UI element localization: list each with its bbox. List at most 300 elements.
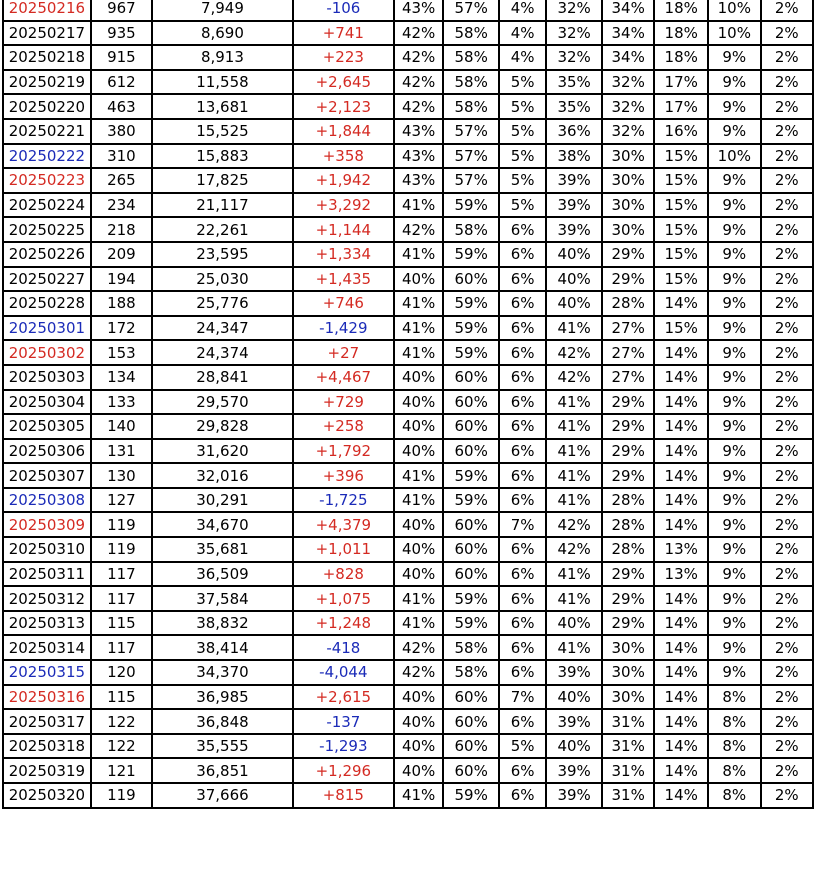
pct-col-7-cell: 9% [708, 340, 761, 365]
change-cell: +1,011 [293, 537, 394, 562]
pct-col-8-cell: 2% [761, 242, 813, 267]
date-cell: 20250309 [3, 512, 91, 537]
pct-col-8-cell: 2% [761, 488, 813, 513]
pct-col-1-cell: 42% [394, 70, 444, 95]
pct-col-2-cell: 60% [443, 267, 499, 292]
count-cell: 153 [91, 340, 152, 365]
date-cell: 20250304 [3, 390, 91, 415]
pct-col-6-cell: 15% [654, 144, 708, 169]
pct-col-5-cell: 29% [602, 463, 655, 488]
pct-col-4-cell: 41% [546, 316, 602, 341]
table-row [3, 144, 813, 169]
pct-col-8-cell: 2% [761, 21, 813, 46]
pct-col-8-cell: 2% [761, 291, 813, 316]
pct-col-4-cell: 40% [546, 267, 602, 292]
pct-col-5-cell: 29% [602, 267, 655, 292]
pct-col-3-cell: 6% [499, 562, 546, 587]
pct-col-5-cell: 28% [602, 512, 655, 537]
count-cell: 380 [91, 119, 152, 144]
pct-col-4-cell: 40% [546, 611, 602, 636]
date-cell: 20250302 [3, 340, 91, 365]
change-cell: +3,292 [293, 193, 394, 218]
change-cell: +1,075 [293, 586, 394, 611]
pct-col-3-cell: 4% [499, 45, 546, 70]
pct-col-5-cell: 32% [602, 70, 655, 95]
pct-col-2-cell: 59% [443, 586, 499, 611]
pct-col-2-cell: 57% [443, 168, 499, 193]
pct-col-5-cell: 34% [602, 21, 655, 46]
count-cell: 131 [91, 439, 152, 464]
date-cell: 20250225 [3, 217, 91, 242]
pct-col-1-cell: 41% [394, 242, 444, 267]
count-cell: 121 [91, 758, 152, 783]
pct-col-8-cell: 2% [761, 734, 813, 759]
pct-col-3-cell: 4% [499, 0, 546, 21]
pct-col-8-cell: 2% [761, 144, 813, 169]
pct-col-3-cell: 5% [499, 168, 546, 193]
table-row [3, 562, 813, 587]
pct-col-8-cell: 2% [761, 709, 813, 734]
date-cell: 20250307 [3, 463, 91, 488]
pct-col-4-cell: 41% [546, 562, 602, 587]
pct-col-2-cell: 60% [443, 390, 499, 415]
table-row [3, 94, 813, 119]
pct-col-6-cell: 14% [654, 488, 708, 513]
change-cell: +828 [293, 562, 394, 587]
count-cell: 188 [91, 291, 152, 316]
count-cell: 967 [91, 0, 152, 21]
total-cell: 22,261 [152, 217, 293, 242]
pct-col-5-cell: 34% [602, 0, 655, 21]
pct-col-6-cell: 16% [654, 119, 708, 144]
pct-col-5-cell: 29% [602, 242, 655, 267]
table-row [3, 709, 813, 734]
pct-col-1-cell: 40% [394, 267, 444, 292]
pct-col-4-cell: 41% [546, 439, 602, 464]
total-cell: 36,851 [152, 758, 293, 783]
table-row [3, 193, 813, 218]
change-cell: +1,248 [293, 611, 394, 636]
pct-col-3-cell: 5% [499, 144, 546, 169]
pct-col-2-cell: 60% [443, 709, 499, 734]
pct-col-7-cell: 10% [708, 21, 761, 46]
pct-col-8-cell: 2% [761, 94, 813, 119]
total-cell: 28,841 [152, 365, 293, 390]
pct-col-8-cell: 2% [761, 611, 813, 636]
date-cell: 20250223 [3, 168, 91, 193]
pct-col-4-cell: 40% [546, 291, 602, 316]
pct-col-7-cell: 9% [708, 562, 761, 587]
pct-col-2-cell: 58% [443, 217, 499, 242]
pct-col-6-cell: 18% [654, 21, 708, 46]
pct-col-2-cell: 60% [443, 439, 499, 464]
pct-col-1-cell: 42% [394, 94, 444, 119]
pct-col-5-cell: 29% [602, 586, 655, 611]
pct-col-6-cell: 14% [654, 635, 708, 660]
table-row [3, 488, 813, 513]
total-cell: 34,670 [152, 512, 293, 537]
change-cell: +4,379 [293, 512, 394, 537]
pct-col-7-cell: 9% [708, 242, 761, 267]
pct-col-5-cell: 31% [602, 709, 655, 734]
count-cell: 140 [91, 414, 152, 439]
table-row [3, 660, 813, 685]
table-row [3, 217, 813, 242]
pct-col-2-cell: 60% [443, 414, 499, 439]
pct-col-5-cell: 29% [602, 439, 655, 464]
pct-col-1-cell: 40% [394, 562, 444, 587]
pct-col-6-cell: 13% [654, 537, 708, 562]
pct-col-3-cell: 6% [499, 414, 546, 439]
date-cell: 20250318 [3, 734, 91, 759]
date-cell: 20250305 [3, 414, 91, 439]
total-cell: 25,776 [152, 291, 293, 316]
date-cell: 20250227 [3, 267, 91, 292]
table-row [3, 340, 813, 365]
date-cell: 20250314 [3, 635, 91, 660]
date-cell: 20250228 [3, 291, 91, 316]
pct-col-7-cell: 10% [708, 144, 761, 169]
date-cell: 20250222 [3, 144, 91, 169]
change-cell: -106 [293, 0, 394, 21]
date-cell: 20250312 [3, 586, 91, 611]
count-cell: 120 [91, 660, 152, 685]
pct-col-3-cell: 6% [499, 242, 546, 267]
pct-col-3-cell: 6% [499, 611, 546, 636]
pct-col-3-cell: 5% [499, 193, 546, 218]
date-cell: 20250311 [3, 562, 91, 587]
pct-col-2-cell: 57% [443, 0, 499, 21]
pct-col-6-cell: 14% [654, 758, 708, 783]
pct-col-1-cell: 42% [394, 217, 444, 242]
pct-col-2-cell: 57% [443, 144, 499, 169]
pct-col-3-cell: 6% [499, 267, 546, 292]
pct-col-4-cell: 36% [546, 119, 602, 144]
total-cell: 21,117 [152, 193, 293, 218]
pct-col-5-cell: 30% [602, 660, 655, 685]
table-row [3, 119, 813, 144]
pct-col-8-cell: 2% [761, 660, 813, 685]
pct-col-2-cell: 58% [443, 70, 499, 95]
pct-col-8-cell: 2% [761, 340, 813, 365]
change-cell: +746 [293, 291, 394, 316]
pct-col-1-cell: 40% [394, 709, 444, 734]
pct-col-5-cell: 29% [602, 611, 655, 636]
pct-col-8-cell: 2% [761, 0, 813, 21]
pct-col-4-cell: 38% [546, 144, 602, 169]
pct-col-6-cell: 14% [654, 390, 708, 415]
change-cell: +2,645 [293, 70, 394, 95]
change-cell: +1,844 [293, 119, 394, 144]
pct-col-2-cell: 59% [443, 611, 499, 636]
change-cell: -1,725 [293, 488, 394, 513]
pct-col-7-cell: 9% [708, 488, 761, 513]
pct-col-7-cell: 9% [708, 635, 761, 660]
pct-col-1-cell: 41% [394, 291, 444, 316]
count-cell: 117 [91, 635, 152, 660]
change-cell: -1,429 [293, 316, 394, 341]
table-row [3, 0, 813, 21]
pct-col-3-cell: 6% [499, 758, 546, 783]
pct-col-5-cell: 30% [602, 685, 655, 710]
total-cell: 15,883 [152, 144, 293, 169]
pct-col-2-cell: 59% [443, 783, 499, 808]
pct-col-6-cell: 14% [654, 414, 708, 439]
date-cell: 20250224 [3, 193, 91, 218]
pct-col-3-cell: 6% [499, 660, 546, 685]
pct-col-6-cell: 15% [654, 193, 708, 218]
pct-col-8-cell: 2% [761, 217, 813, 242]
pct-col-2-cell: 58% [443, 660, 499, 685]
date-cell: 20250306 [3, 439, 91, 464]
pct-col-4-cell: 42% [546, 537, 602, 562]
pct-col-2-cell: 60% [443, 685, 499, 710]
table-row [3, 611, 813, 636]
change-cell: +258 [293, 414, 394, 439]
total-cell: 30,291 [152, 488, 293, 513]
pct-col-8-cell: 2% [761, 758, 813, 783]
date-cell: 20250226 [3, 242, 91, 267]
total-cell: 24,374 [152, 340, 293, 365]
pct-col-5-cell: 32% [602, 119, 655, 144]
change-cell: -1,293 [293, 734, 394, 759]
pct-col-4-cell: 32% [546, 45, 602, 70]
date-cell: 20250315 [3, 660, 91, 685]
change-cell: +223 [293, 45, 394, 70]
pct-col-4-cell: 39% [546, 168, 602, 193]
pct-col-6-cell: 15% [654, 168, 708, 193]
pct-col-7-cell: 9% [708, 660, 761, 685]
pct-col-7-cell: 9% [708, 70, 761, 95]
change-cell: +2,123 [293, 94, 394, 119]
pct-col-6-cell: 14% [654, 512, 708, 537]
pct-col-4-cell: 41% [546, 635, 602, 660]
pct-col-7-cell: 9% [708, 611, 761, 636]
pct-col-4-cell: 42% [546, 365, 602, 390]
pct-col-7-cell: 9% [708, 193, 761, 218]
total-cell: 8,913 [152, 45, 293, 70]
pct-col-1-cell: 41% [394, 193, 444, 218]
change-cell: +396 [293, 463, 394, 488]
pct-col-4-cell: 35% [546, 94, 602, 119]
change-cell: +815 [293, 783, 394, 808]
count-cell: 130 [91, 463, 152, 488]
count-cell: 935 [91, 21, 152, 46]
pct-col-5-cell: 30% [602, 144, 655, 169]
pct-col-8-cell: 2% [761, 635, 813, 660]
pct-col-2-cell: 59% [443, 316, 499, 341]
pct-col-6-cell: 14% [654, 660, 708, 685]
pct-col-1-cell: 41% [394, 340, 444, 365]
pct-col-2-cell: 60% [443, 537, 499, 562]
pct-col-6-cell: 14% [654, 291, 708, 316]
change-cell: +1,296 [293, 758, 394, 783]
pct-col-8-cell: 2% [761, 168, 813, 193]
pct-col-5-cell: 28% [602, 537, 655, 562]
pct-col-6-cell: 14% [654, 586, 708, 611]
pct-col-4-cell: 41% [546, 414, 602, 439]
pct-col-8-cell: 2% [761, 586, 813, 611]
pct-col-1-cell: 40% [394, 734, 444, 759]
pct-col-6-cell: 15% [654, 316, 708, 341]
table-row [3, 390, 813, 415]
count-cell: 134 [91, 365, 152, 390]
table-row [3, 685, 813, 710]
date-cell: 20250313 [3, 611, 91, 636]
pct-col-6-cell: 17% [654, 70, 708, 95]
total-cell: 37,584 [152, 586, 293, 611]
change-cell: +1,435 [293, 267, 394, 292]
change-cell: -418 [293, 635, 394, 660]
pct-col-6-cell: 14% [654, 463, 708, 488]
count-cell: 194 [91, 267, 152, 292]
total-cell: 8,690 [152, 21, 293, 46]
total-cell: 36,985 [152, 685, 293, 710]
change-cell: +741 [293, 21, 394, 46]
date-cell: 20250220 [3, 94, 91, 119]
table-row [3, 168, 813, 193]
total-cell: 24,347 [152, 316, 293, 341]
pct-col-7-cell: 9% [708, 94, 761, 119]
pct-col-3-cell: 6% [499, 709, 546, 734]
count-cell: 119 [91, 512, 152, 537]
total-cell: 36,848 [152, 709, 293, 734]
pct-col-3-cell: 6% [499, 365, 546, 390]
pct-col-8-cell: 2% [761, 463, 813, 488]
pct-col-7-cell: 9% [708, 267, 761, 292]
pct-col-1-cell: 41% [394, 783, 444, 808]
count-cell: 265 [91, 168, 152, 193]
pct-col-1-cell: 42% [394, 660, 444, 685]
pct-col-2-cell: 59% [443, 463, 499, 488]
pct-col-1-cell: 42% [394, 21, 444, 46]
pct-col-3-cell: 6% [499, 783, 546, 808]
pct-col-4-cell: 40% [546, 685, 602, 710]
total-cell: 35,681 [152, 537, 293, 562]
pct-col-3-cell: 7% [499, 512, 546, 537]
pct-col-6-cell: 14% [654, 709, 708, 734]
pct-col-8-cell: 2% [761, 414, 813, 439]
pct-col-3-cell: 6% [499, 291, 546, 316]
total-cell: 11,558 [152, 70, 293, 95]
pct-col-4-cell: 40% [546, 734, 602, 759]
date-cell: 20250303 [3, 365, 91, 390]
table-row [3, 291, 813, 316]
change-cell: +1,334 [293, 242, 394, 267]
pct-col-7-cell: 9% [708, 168, 761, 193]
pct-col-1-cell: 41% [394, 463, 444, 488]
pct-col-2-cell: 59% [443, 242, 499, 267]
data-table [2, 0, 814, 809]
pct-col-1-cell: 42% [394, 45, 444, 70]
table-row [3, 316, 813, 341]
pct-col-1-cell: 43% [394, 144, 444, 169]
pct-col-3-cell: 6% [499, 390, 546, 415]
pct-col-8-cell: 2% [761, 316, 813, 341]
pct-col-8-cell: 2% [761, 45, 813, 70]
pct-col-3-cell: 5% [499, 119, 546, 144]
pct-col-7-cell: 9% [708, 512, 761, 537]
pct-col-8-cell: 2% [761, 512, 813, 537]
pct-col-1-cell: 40% [394, 365, 444, 390]
pct-col-4-cell: 39% [546, 709, 602, 734]
pct-col-3-cell: 6% [499, 316, 546, 341]
table-row [3, 537, 813, 562]
pct-col-1-cell: 43% [394, 0, 444, 21]
pct-col-3-cell: 4% [499, 21, 546, 46]
date-cell: 20250319 [3, 758, 91, 783]
table-row [3, 463, 813, 488]
pct-col-4-cell: 32% [546, 0, 602, 21]
pct-col-2-cell: 57% [443, 119, 499, 144]
pct-col-3-cell: 6% [499, 217, 546, 242]
count-cell: 122 [91, 734, 152, 759]
pct-col-2-cell: 58% [443, 45, 499, 70]
total-cell: 7,949 [152, 0, 293, 21]
pct-col-7-cell: 9% [708, 414, 761, 439]
count-cell: 172 [91, 316, 152, 341]
count-cell: 218 [91, 217, 152, 242]
table-row [3, 365, 813, 390]
pct-col-1-cell: 40% [394, 390, 444, 415]
pct-col-8-cell: 2% [761, 783, 813, 808]
pct-col-8-cell: 2% [761, 119, 813, 144]
count-cell: 117 [91, 562, 152, 587]
pct-col-1-cell: 40% [394, 512, 444, 537]
pct-col-7-cell: 9% [708, 365, 761, 390]
date-cell: 20250310 [3, 537, 91, 562]
total-cell: 29,828 [152, 414, 293, 439]
pct-col-2-cell: 60% [443, 562, 499, 587]
count-cell: 127 [91, 488, 152, 513]
pct-col-7-cell: 9% [708, 586, 761, 611]
date-cell: 20250219 [3, 70, 91, 95]
count-cell: 117 [91, 586, 152, 611]
count-cell: 122 [91, 709, 152, 734]
count-cell: 234 [91, 193, 152, 218]
pct-col-6-cell: 14% [654, 365, 708, 390]
pct-col-1-cell: 43% [394, 119, 444, 144]
pct-col-7-cell: 9% [708, 463, 761, 488]
pct-col-2-cell: 58% [443, 94, 499, 119]
total-cell: 13,681 [152, 94, 293, 119]
pct-col-5-cell: 31% [602, 783, 655, 808]
pct-col-1-cell: 41% [394, 586, 444, 611]
count-cell: 133 [91, 390, 152, 415]
pct-col-5-cell: 27% [602, 365, 655, 390]
pct-col-8-cell: 2% [761, 267, 813, 292]
pct-col-5-cell: 30% [602, 193, 655, 218]
pct-col-5-cell: 27% [602, 316, 655, 341]
table-row [3, 267, 813, 292]
pct-col-1-cell: 43% [394, 168, 444, 193]
count-cell: 115 [91, 611, 152, 636]
pct-col-5-cell: 30% [602, 217, 655, 242]
pct-col-7-cell: 8% [708, 734, 761, 759]
pct-col-5-cell: 29% [602, 562, 655, 587]
pct-col-5-cell: 34% [602, 45, 655, 70]
table-row [3, 45, 813, 70]
pct-col-5-cell: 32% [602, 94, 655, 119]
pct-col-1-cell: 40% [394, 537, 444, 562]
change-cell: -137 [293, 709, 394, 734]
change-cell: +729 [293, 390, 394, 415]
pct-col-5-cell: 31% [602, 758, 655, 783]
pct-col-2-cell: 58% [443, 635, 499, 660]
pct-col-7-cell: 9% [708, 45, 761, 70]
count-cell: 119 [91, 537, 152, 562]
table-row [3, 414, 813, 439]
